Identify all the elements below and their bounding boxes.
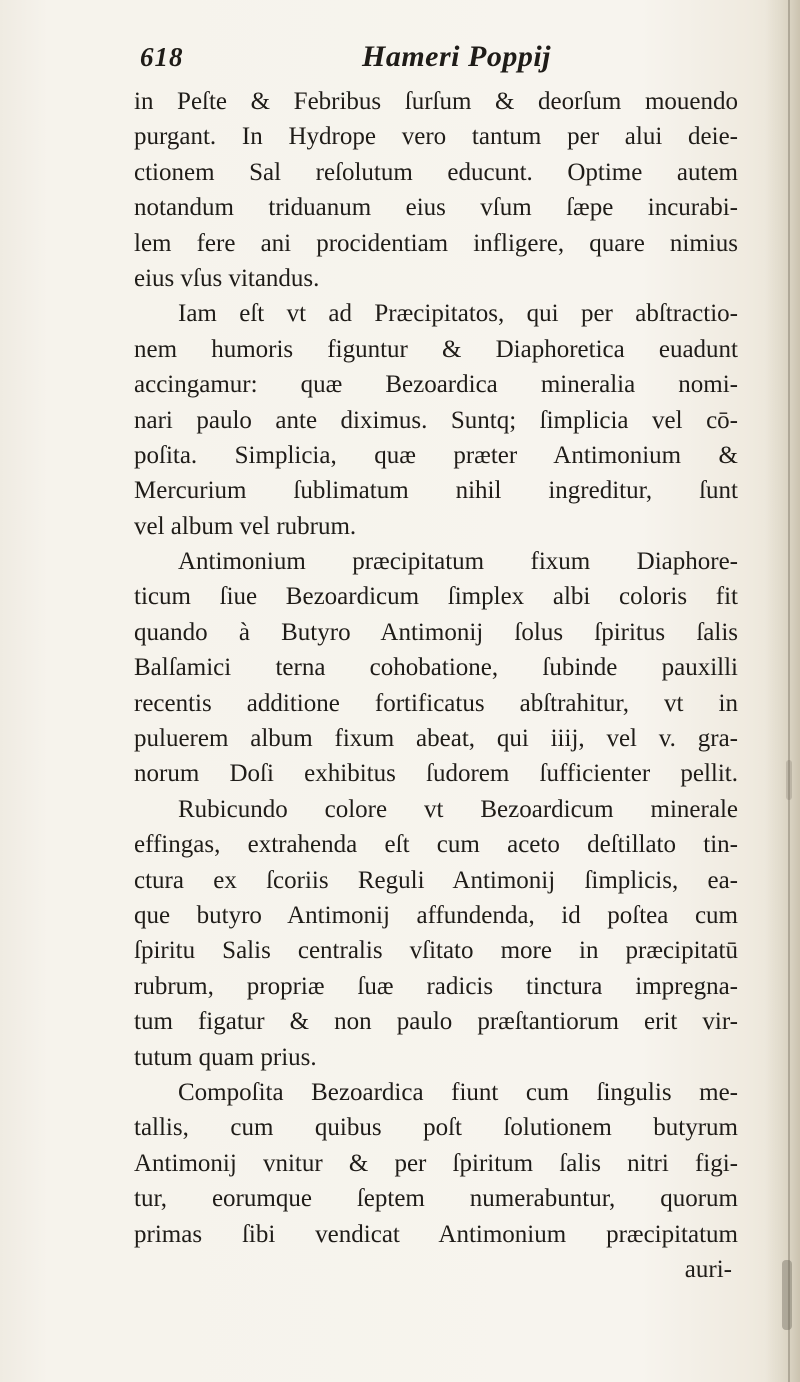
text-line: rubrum, propriæ ſuæ radicis tinctura impregna- <box>134 972 738 1000</box>
text-line: lem fere ani procidentiam infligere, quare nimius <box>134 229 738 257</box>
text-line: Antimonij vnitur & per ſpiritum ſalis nitri figi- <box>134 1149 738 1177</box>
text-line: poſita. Simplicia, quæ præter Antimonium & <box>134 441 738 469</box>
text-line: purgant. In Hydrope vero tantum per alui deie- <box>134 123 738 151</box>
text-line: Antimonium præcipitatum fixum Diaphore- <box>178 548 738 576</box>
text-line: norum Doſi exhibitus ſudorem ſufficienter pellit. <box>134 760 738 788</box>
text-line: tallis, cum quibus poſt ſolutionem butyrum <box>134 1114 738 1142</box>
text-line: Balſamici terna cohobatione, ſubinde pauxilli <box>134 654 738 682</box>
text-line: ticum ſiue Bezoardicum ſimplex albi coloris fit <box>134 583 738 611</box>
text-line: Compoſita Bezoardica fiunt cum ſingulis me- <box>178 1078 738 1106</box>
text-line: tum figatur & non paulo præſtantiorum erit vir- <box>134 1008 738 1036</box>
page-edge-shadow <box>766 0 800 1382</box>
page-header <box>140 36 700 80</box>
text-line: nari paulo ante diximus. Suntq; ſimplicia vel cō- <box>134 406 738 434</box>
text-line: tutum quam prius. <box>134 1043 317 1071</box>
page-number: 618 <box>140 42 184 72</box>
text-line: vel album vel rubrum. <box>134 512 357 540</box>
text-line: effingas, extrahenda eſt cum aceto deſtillato tin- <box>134 831 738 859</box>
text-line: Iam eſt vt ad Præcipitatos, qui per abſtractio- <box>178 300 738 328</box>
text-line: recentis additione fortificatus abſtrahitur, vt in <box>134 689 738 717</box>
text-line: Rubicundo colore vt Bezoardicum minerale <box>178 795 738 823</box>
text-line: in Peſte & Febribus ſurſum & deorſum mouendo <box>134 88 738 115</box>
text-line: primas ſibi vendicat Antimonium præcipitatum <box>134 1220 738 1248</box>
text-line: quando à Butyro Antimonij ſolus ſpiritus ſalis <box>134 618 738 646</box>
text-line: accingamur: quæ Bezoardica mineralia nomi- <box>134 371 738 399</box>
text-line: ctura ex ſcoriis Reguli Antimonij ſimplicis, ea- <box>134 866 738 894</box>
ink-spot <box>782 1260 792 1330</box>
body-text <box>134 84 738 1287</box>
ink-spot <box>786 760 792 800</box>
text-line: notandum triduanum eius vſum ſæpe incurabi- <box>134 194 738 222</box>
text-line: nem humoris figuntur & Diaphoretica euadunt <box>134 335 738 363</box>
text-line: Mercurium ſublimatum nihil ingreditur, ſunt <box>134 477 738 505</box>
text-line: eius vſus vitandus. <box>134 264 320 292</box>
page-edge-line <box>788 0 790 1382</box>
running-head: Hameri Poppij <box>362 40 551 73</box>
text-line: tur, eorumque ſeptem numerabuntur, quorum <box>134 1185 738 1213</box>
text-line: ctionem Sal reſolutum educunt. Optime autem <box>134 158 738 186</box>
text-line: ſpiritu Salis centralis vſitato more in præcipitatū <box>134 937 738 965</box>
text-line: puluerem album fixum abeat, qui iiij, vel v. gra- <box>134 725 738 753</box>
catchword: auri- <box>684 1255 732 1283</box>
text-line: que butyro Antimonij affundenda, id poſtea cum <box>134 901 738 929</box>
